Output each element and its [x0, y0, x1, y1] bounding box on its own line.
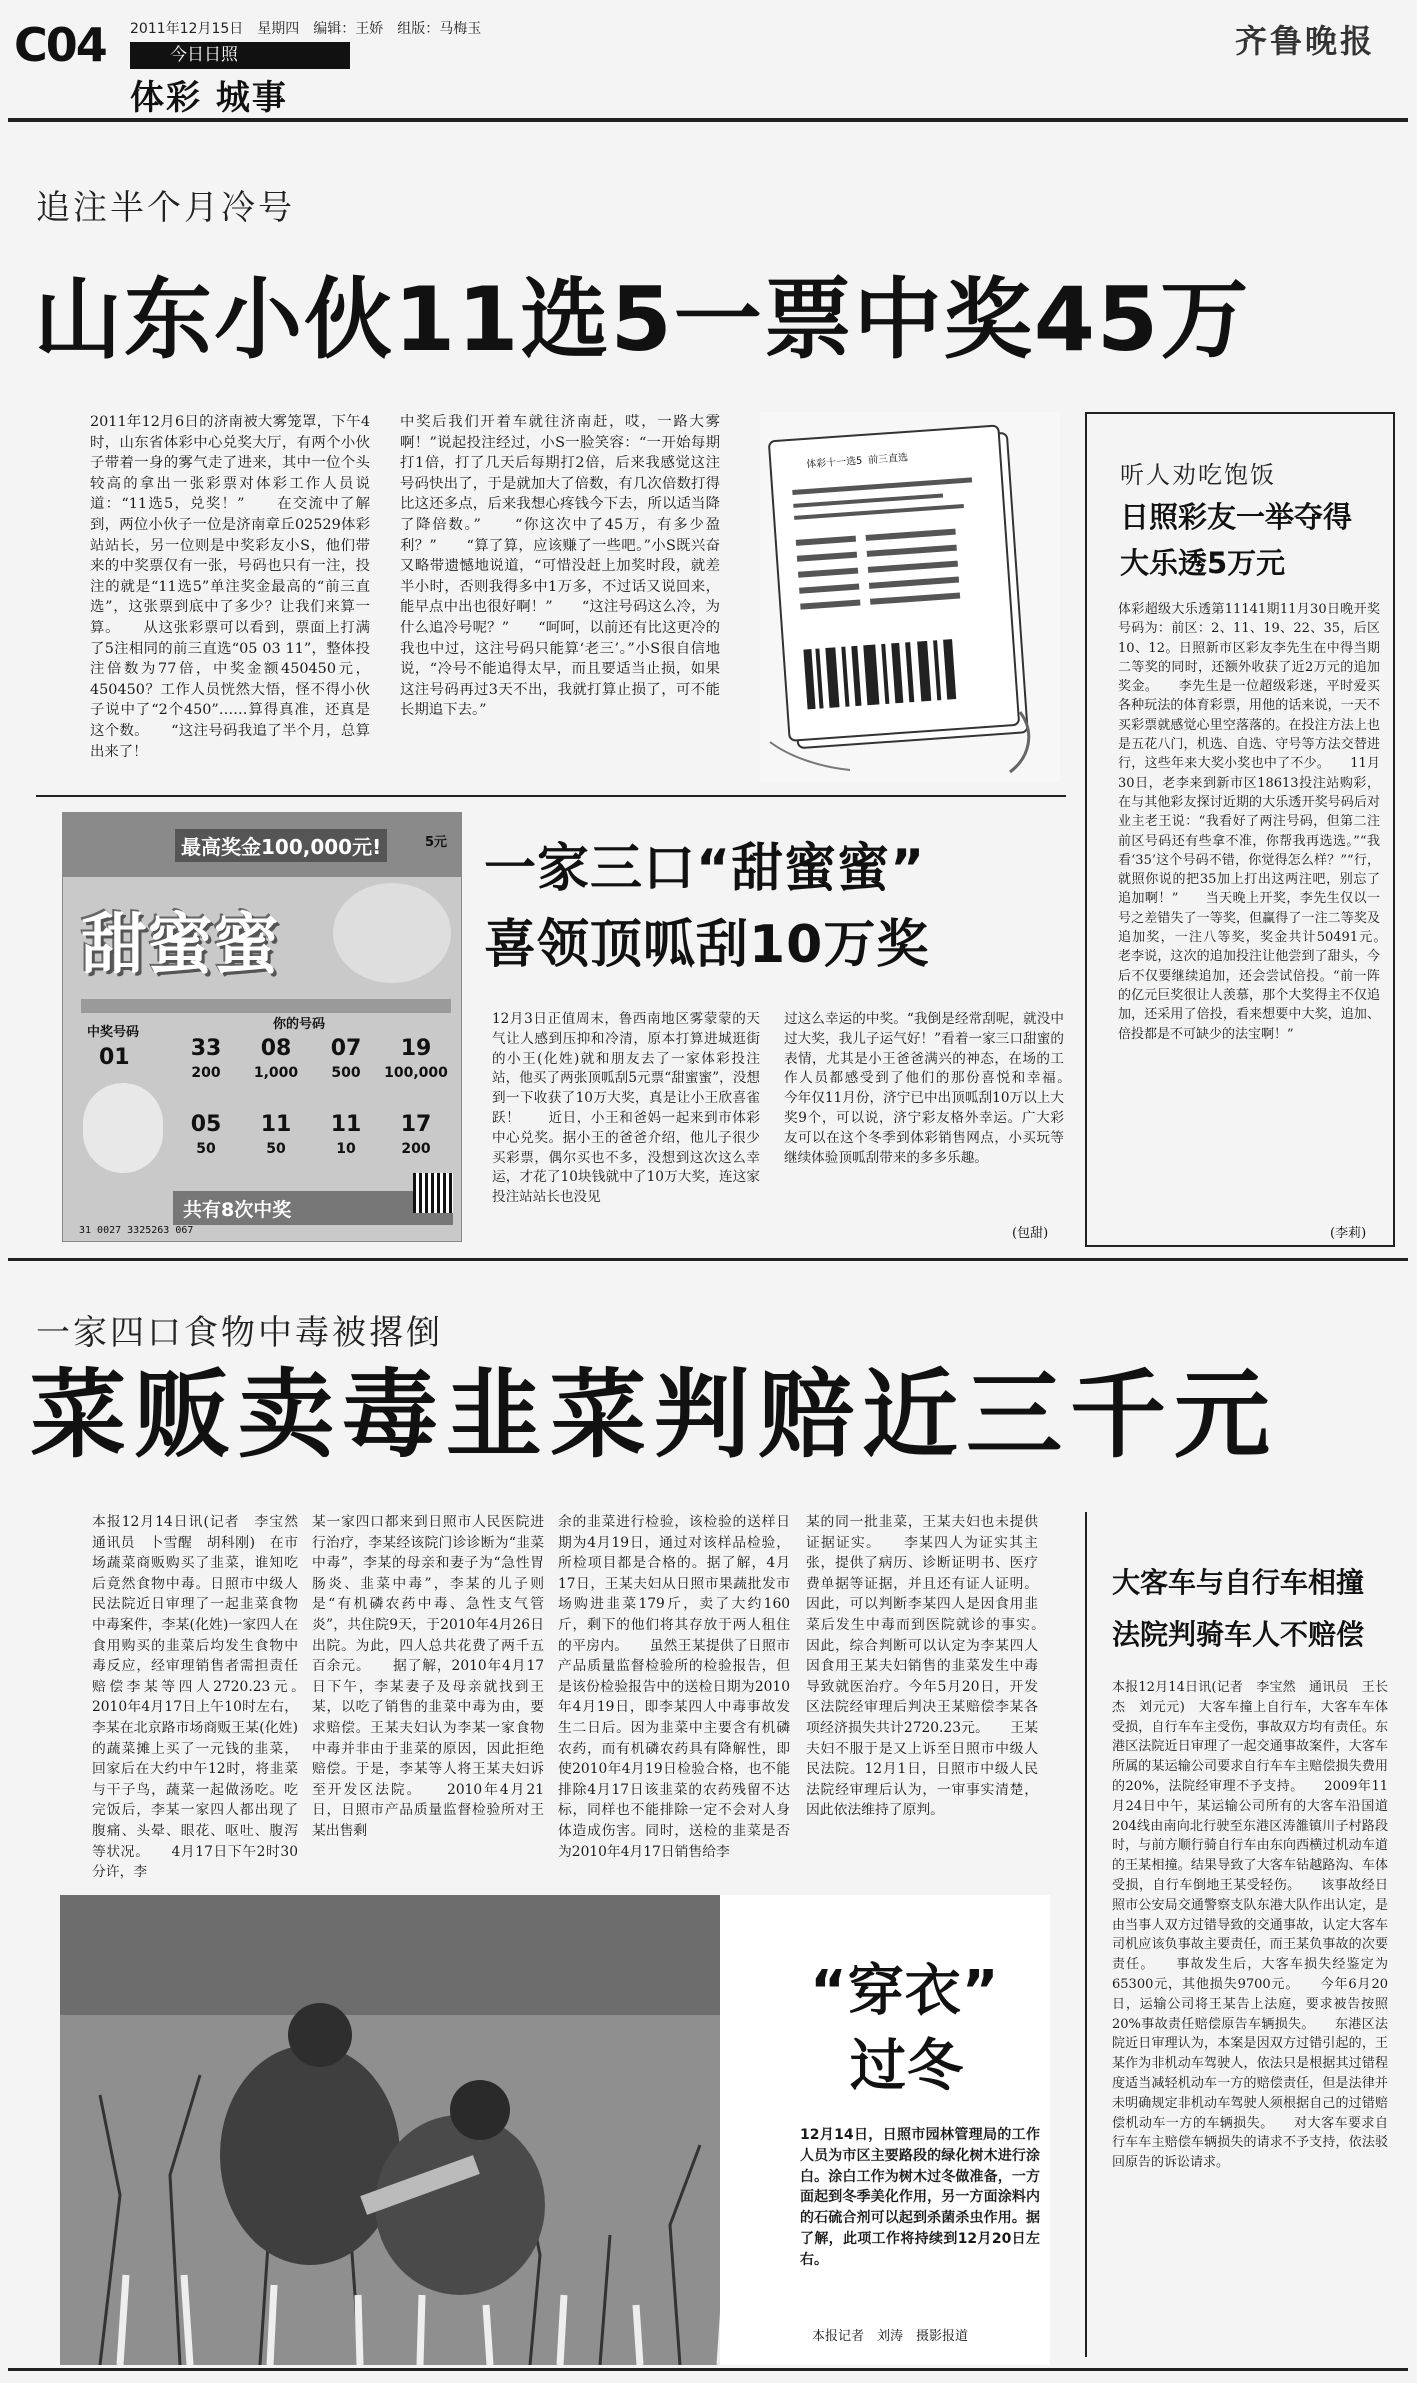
card-cell-number: 19 — [400, 1036, 432, 1061]
story2-headline-line2: 喜领顶呱刮10万奖 — [484, 915, 930, 975]
card-winning-number: 01 — [99, 1045, 130, 1070]
story3-kicker: 一家四口食物中毒被撂倒 — [36, 1313, 443, 1353]
card-cell-number: 05 — [190, 1112, 222, 1137]
card-footer: 共有8次中奖 — [183, 1199, 292, 1221]
side1-byline: (李莉) — [1330, 1226, 1367, 1241]
masthead-rule — [8, 118, 1408, 122]
photo-byline: 本报记者 刘涛 摄影报道 — [812, 2329, 969, 2344]
divider — [36, 795, 1066, 797]
side1-headline-line2: 大乐透5万元 — [1120, 546, 1286, 580]
card-cell — [313, 1035, 379, 1107]
side2-body: 本报12月14日讯(记者 李宝然 通讯员 王长杰 刘元元) 大客车撞上自行车，大客车车体受损，自行车车主受伤，事故双方均有责任。东港区法院近日审理了一起交通事故案件，大客车所属的某运输公司要求自行车车主赔偿损失费用的20%，法院经审理不予支持。 2009年11月24日中午，某运输公司所有的大客车沿国道204线由南向北行驶至东港区涛雒镇川子村路段时，与前方顺行骑自行车由东向西横过机动车道的王某相撞。结果导致了大客车钻越路沟、车体受损，自行车倒地王某受轻伤。 该事故经日照市公安局交通警察支队东港大队作出认定，是由当事人双方过错导致的交通事故，认定大客车司机应该负事故主要责任，而王某负事故的次要责任。 事故发生后，大客车损失经鉴定为65300元，其他损失9700元。 今年6月20日，运输公司将王某告上法庭，要求被告按照20%事故责任赔偿原告车辆损失。 东港区法院近日审理认为，本案是因双方过错引起的，王某作为非机动车驾驶人，依法只是根据其过错程度适当减轻机动车一方的赔偿责任，但是法律并未明确规定非机动车驾驶人须根据自己的过错赔偿机动车一方的车辆损失。 对大客车要求自行车车主赔偿车辆损失的请求不予支持，依法驳回原告的诉讼请求。 — [1112, 1680, 1388, 2171]
story3-col4: 某的同一批韭菜，王某夫妇也未提供证据证实。 李某四人为证实其主张，提供了病历、诊断证明书、医疗费单据等证据，并且还有证人证明。因此，可以判断李某四人是因食用韭菜后发生中毒而到医院就诊的事实。 因此，综合判断可以认定为李某四人因食用王某夫妇销售的韭菜发生中毒导致就医治疗。今年5月20日，开发区法院经审理后判决王某赔偿李某各项经济损失共计2720.23元。 王某夫妇不服于是又上诉至日照市中级人民法院。12月1日，日照市中级人民法院经审理后认为，一审事实清楚，因此依法维持了原判。 — [806, 1514, 1038, 1819]
card-cell-prize: 500 — [331, 1065, 361, 1081]
story1-col2: 中奖后我们开着车就往济南赶，哎，一路大雾啊！”说起投注经过，小S一脸笑容：“一开始每期打1倍，打了几天后每期打2倍，后来我感觉这注号码快出了，于是就加大了倍数，有几次倍数打得比这还多点，后来我想心疼钱今下去，所以适当降了降倍数。” “你这次中了45万，有多少盈利？” “算了算，应该赚了一些吧。”小S既兴奋又略带遗憾地说道，“可惜没赶上加奖时段，就差半小时，否则我得多中1万多，不过话又说回来，能早点中出也很好啊！” “这注号码这么冷，为什么追冷号呢？” “呵呵，以前还有比这更冷的我也中过，这注号码只能算‘老三’。”小S很自信地说，“冷号不能追得太早，而且要适当止损，如果这注号码再过3天不出，我就打算止损了，可不能长期追下去。” — [400, 414, 720, 719]
photo-headline-line1: “穿衣” — [810, 1959, 1000, 2024]
bottom-rule — [8, 2368, 1408, 2371]
story3-headline: 菜贩卖毒韭菜判赔近三千元 — [30, 1359, 1278, 1471]
date-line: 2011年12月15日 星期四 编辑：王娇 组版：马梅玉 — [130, 21, 482, 37]
section-tag: 今日日照 — [130, 42, 350, 69]
card-cell-number: 33 — [190, 1036, 222, 1061]
card-cell — [313, 1111, 379, 1183]
card-cell — [243, 1111, 309, 1183]
card-cell-prize: 1,000 — [253, 1065, 299, 1081]
card-cell — [243, 1035, 309, 1107]
story2-col2: 过这么幸运的中奖。“我倒是经常刮呢，就没中过大奖，我儿子运气好！”看着一家三口甜蜜的表情，尤其是小王爸爸满兴的神态，在场的工作人员都感受到了他们的那份喜悦和幸福。 今年仅11月份，济宁已中出顶呱刮10万以上大奖9个，可以说，济宁彩友格外幸运。广大彩友可以在这个冬季到体彩销售网点，小买玩等继续体验顶呱刮带来的多多乐趣。 — [784, 1011, 1064, 1166]
card-cell-number: 08 — [260, 1036, 292, 1061]
story2-headline-line1: 一家三口“甜蜜蜜” — [484, 839, 926, 899]
story2-byline: (包甜) — [1012, 1226, 1049, 1241]
card-price: 5元 — [425, 835, 448, 850]
card-cell — [173, 1111, 239, 1183]
card-serial: 31 0027 3325263 067 — [79, 1225, 194, 1236]
story3-col1: 本报12月14日讯(记者 李宝然 通讯员 卜雪醒 胡科刚) 在市场蔬菜商贩购买了韭菜，谁知吃后竟然食物中毒。日照市中级人民法院近日审理了一起韭菜食物中毒案件，李某(化姓)一家四人在食用购买的韭菜后均发生食物中毒反应，经审理销售者需担责任赔偿李某等四人2720.23元。 2010年4月17日上午10时左右，李某在北京路市场商贩王某(化姓)的蔬菜摊上买了一元钱的韭菜，回家后在大约中午12时，将韭菜与干子鸟，蔬菜一起做汤吃。吃完饭后，李某一家四人都出现了腹痛、头晕、眼花、呕吐、腹泻等状况。 4月17日下午2时30分许，李 — [92, 1514, 298, 1881]
card-cell-number: 17 — [400, 1112, 432, 1137]
card-cell-prize: 10 — [336, 1141, 356, 1157]
card-numbers-label: 你的号码 — [273, 1017, 326, 1032]
card-cell-prize: 200 — [401, 1141, 431, 1157]
side1-headline-line1: 日照彩友一举夺得 — [1120, 500, 1353, 534]
photo-caption: 12月14日，日照市园林管理局的工作人员为市区主要路段的绿化树木进行涂白。涂白工作为树木过冬做准备，一方面起到冬季美化作用，另一方面涂料内的石硫合剂可以起到杀菌杀虫作用。据了解，此项工作将持续到12月20日左右。 — [800, 2127, 1040, 2268]
side2-headline-line1: 大客车与自行车相撞 — [1112, 1566, 1365, 1599]
section-name: 体彩 城事 — [130, 78, 288, 118]
page-number: C04 — [14, 18, 106, 72]
story3-col3: 余的韭菜进行检验，该检验的送样日期为4月19日，通过对该样品检验，所检项目都是合格的。据了解，4月17日，王某夫妇从日照市果蔬批发市场购进韭菜179斤，卖了大约160斤，剩下的他们将其存放于两人租住的平房内。 虽然王某提供了日照市产品质量监督检验所的检验报告，但是该份检验报告中的送检日期为2010年4月19日，即李某四人中毒事故发生二日后。因为韭菜中主要含有机磷农药，而有机磷农药具有降解性，即使2010年4月19日检验合格，也不能排除4月17日该韭菜的农药残留不达标，同样也不能排除一定不会对人身体造成伤害。同时，送检的韭菜是否为2010年4月17日销售给李 — [558, 1514, 790, 1860]
card-cell — [173, 1035, 239, 1107]
story1-headline: 山东小伙11选5一票中奖45万 — [34, 268, 1251, 371]
card-cell-prize: 50 — [266, 1141, 286, 1157]
story1-col1: 2011年12月6日的济南被大雾笼罩，下午4时，山东省体彩中心兑奖大厅，有两个小伙子带着一身的雾气走了进来，其中一位个头较高的拿出一张彩票对体彩工作人员说道：“11选5，兑奖！” 在交流中了解到，两位小伙子一位是济南章丘02529体彩站站长，另一位则是中奖彩友小S，他们带来的中奖票仅有一张，号码也只有一注，投注的就是“11选5”单注奖金最高的“前三直选”，这张票到底中了多少？让我们来算一算。 从这张彩票可以看到，票面上打满了5注相同的前三直选“05 03 11”，整体投注倍数为77倍，中奖金额450450元，450450？工作人员恍然大悟，怪不得小伙子说中了“2个450”……算得真准，还真是这个数。 “这注号码我追了半个月，总算出来了！ — [90, 414, 370, 760]
section-rule — [8, 1258, 1408, 1261]
story3-col2: 某一家四口都来到日照市人民医院进行治疗，李某经该院门诊诊断为“韭菜中毒”，李某的母亲和妻子为“急性胃肠炎、韭菜中毒”，李某的儿子则是“有机磷农药中毒、急性支气管炎”，共住院9天，于2010年4月26日出院。为此，四人总共花费了两千五百余元。 据了解，2010年4月17日下午，李某妻子及母亲就找到王某，以吃了销售的韭菜中毒为由，要求赔偿。王某夫妇认为李某一家食物中毒并非由于韭菜的原因，因此拒绝赔偿。于是，李某等人将王某夫妇诉至开发区法院。 2010年4月21日，日照市产品质量监督检验所对王某出售剩 — [312, 1514, 544, 1839]
card-cell-prize: 200 — [191, 1065, 221, 1081]
card-winning-label: 中奖号码 — [87, 1025, 140, 1040]
photo-headline-line2: 过冬 — [850, 2034, 964, 2099]
side1-body: 体彩超级大乐透第11141期11月30日晚开奖号码为：前区：2、11、19、22、35，后区10、12。日照新市区彩友李先生在中得当期二等奖的同时，还额外收获了近2万元的追加奖金。 李先生是一位超级彩迷，平时爱买各种玩法的体育彩票，用他的话来说，一天不买彩票就感觉心里空落落的。在投注方法上也是五花八门，机选、自选、守号等方法交替进行，这些年来大奖小奖也中了不少。 11月30日，老李来到新市区18613投注站购彩，在与其他彩友探讨近期的大乐透开奖号码后对业主老王说：“我看好了两注号码，但第二注前区号码还有些拿不准，你帮我再选选。”“我看‘35’这个号码不错，你觉得怎么样？”“行，就照你说的把35加上打出这两注吧，别忘了追加啊！” 当天晚上开奖，李先生仅以一号之差错失了一等奖，但赢得了一注二等奖及追加奖，一注八等奖，奖金共计50491元。 老李说，这次的追加投注让他尝到了甜头，今后不仅要继续追加，还会尝试倍投。“前一阵的亿元巨奖很让人羡慕，那个大奖得主不仅追加，还采用了倍投，看来想要中大奖，追加、倍投都是不可缺少的法宝啊！” — [1118, 602, 1380, 1042]
side2-headline-line2: 法院判骑车人不赔偿 — [1112, 1618, 1365, 1651]
card-number-grid — [173, 1035, 453, 1185]
card-top-prize: 最高奖金100,000元! — [175, 829, 387, 862]
card-title: 甜蜜蜜 — [81, 906, 279, 983]
lottery-ticket-image — [760, 412, 1060, 782]
story2-col1: 12月3日正值周末，鲁西南地区雾蒙蒙的天气让人感到压抑和冷清，原本打算进城逛街的小王(化姓)就和朋友去了一家体彩投注站，他买了两张顶呱刮5元票“甜蜜蜜”，没想到一下收获了10万大奖，真是让小王欣喜雀跃！ 近日，小王和爸妈一起来到市体彩中心兑奖。据小王的爸爸介绍，他儿子很少买彩票，偶尔买也不多，没想到这次这么幸运，才花了10块钱就中了10万大奖，连这家投注站站长也没见 — [492, 1011, 760, 1206]
scratch-card-image — [62, 812, 462, 1242]
card-cell-prize: 100,000 — [384, 1065, 448, 1081]
card-cell-number: 11 — [330, 1112, 362, 1137]
newspaper-logo: 齐鲁晚报 — [1235, 22, 1376, 60]
side1-kicker: 听人劝吃饱饭 — [1120, 461, 1276, 489]
card-cell-number: 11 — [260, 1112, 292, 1137]
qr-code-icon — [413, 1173, 453, 1213]
story1-kicker: 追注半个月冷号 — [36, 188, 295, 228]
card-cell-prize: 50 — [196, 1141, 216, 1157]
card-cell — [383, 1035, 449, 1107]
card-cell-number: 07 — [330, 1036, 362, 1061]
ticket-caption: 体彩十一选5 前三直选 — [805, 452, 909, 471]
